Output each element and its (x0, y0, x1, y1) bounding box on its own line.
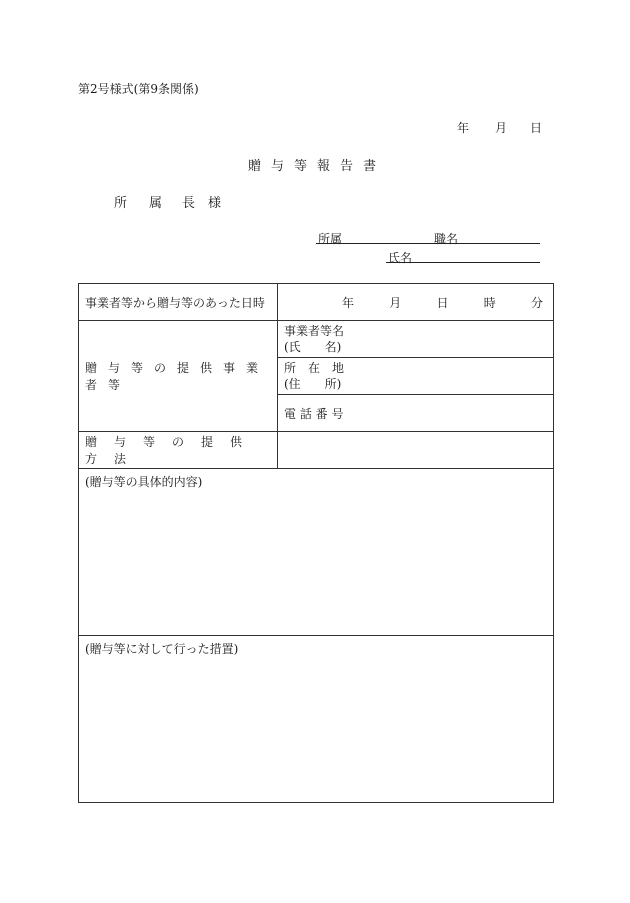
recipient-honorific: 様 (208, 196, 222, 211)
details-label: (贈与等の具体的内容) (85, 475, 203, 489)
datetime-value-cell[interactable] (278, 284, 554, 321)
document-title: 贈与等報告書 (248, 159, 387, 174)
measures-label: (贈与等に対して行った措置) (85, 642, 239, 656)
datetime-row (79, 284, 554, 321)
provider-address-label-1: 所 在 地 (284, 361, 345, 375)
provider-phone-cell[interactable] (278, 395, 554, 432)
provider-name-cell[interactable] (278, 321, 554, 358)
provider-name-label-1: 事業者等名 (284, 324, 345, 338)
provider-name-label-2: (氏 名) (284, 340, 342, 354)
provider-label-cell (79, 321, 278, 432)
provider-address-cell[interactable] (278, 358, 554, 395)
provider-label (85, 359, 271, 393)
datetime-label-cell (79, 284, 278, 321)
provider-name-row (79, 321, 554, 358)
sender-affiliation-underline (316, 243, 540, 244)
provider-address-label-2: (住 所) (284, 377, 342, 391)
date-month-label: 月 (495, 121, 508, 135)
sender-position-label: 職名 (434, 232, 459, 246)
recipient-affiliation: 所属 (114, 196, 185, 211)
date-day-label: 日 (530, 121, 543, 135)
provider-label-text: 贈与等の提供事業者等 (85, 361, 270, 392)
method-row (79, 432, 554, 469)
provider-phone-label: 電 話 番 号 (284, 406, 344, 421)
datetime-year-label: 年 (342, 295, 355, 310)
datetime-month-label: 月 (389, 295, 402, 310)
sender-name-label: 氏名 (388, 251, 413, 265)
sender-name-underline (386, 262, 540, 263)
method-label-cell (79, 432, 278, 469)
datetime-minute-label: 分 (530, 295, 543, 310)
measures-cell[interactable] (79, 636, 554, 803)
form-number: 第2号様式(第9条関係) (78, 82, 199, 96)
datetime-label: 事業者等から贈与等のあった日時 (85, 295, 265, 310)
method-value-cell[interactable] (278, 432, 554, 469)
recipient-chief: 長 (182, 196, 196, 211)
details-cell[interactable] (79, 469, 554, 636)
measures-row (79, 636, 554, 803)
datetime-day-label: 日 (436, 295, 449, 310)
method-label: 贈与等の提供方法 (85, 435, 260, 466)
date-year-label: 年 (457, 121, 470, 135)
sender-affiliation-label: 所属 (318, 232, 343, 246)
details-row (79, 469, 554, 636)
datetime-hour-label: 時 (483, 295, 496, 310)
report-table (78, 283, 554, 803)
